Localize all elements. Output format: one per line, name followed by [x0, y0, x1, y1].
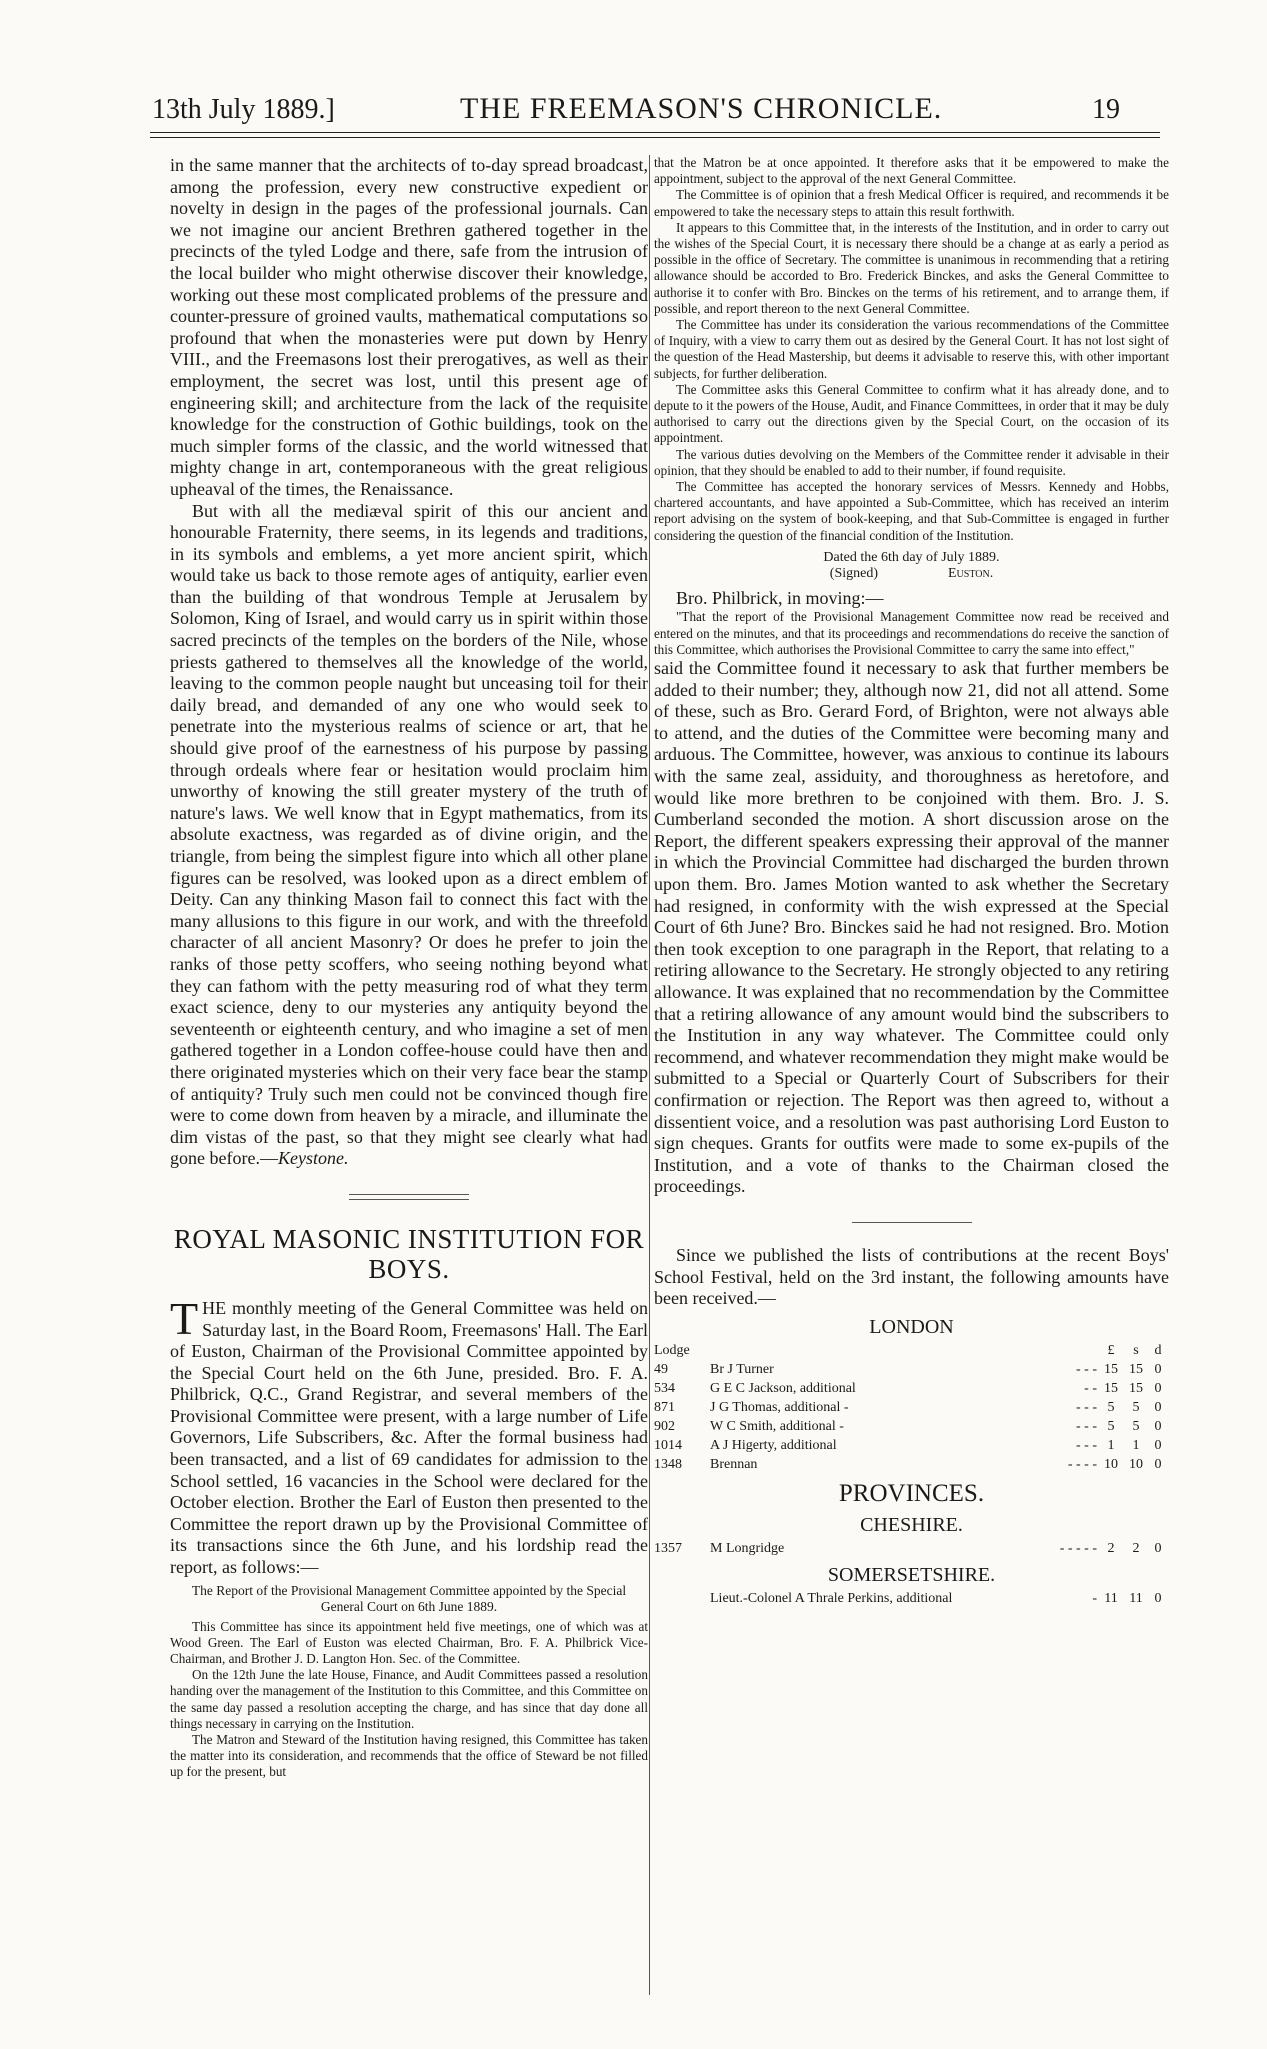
lodge-number: 534 [654, 1380, 675, 1396]
amount-pounds: 15 [1104, 1361, 1118, 1377]
article-paragraph: Bro. Philbrick, in moving:— [676, 587, 884, 608]
signed-label: (Signed) [829, 565, 878, 581]
table-row [654, 1360, 1169, 1379]
table-row [654, 1398, 1169, 1417]
leader-dots: - - - [1076, 1437, 1097, 1453]
report-paragraph: This Committee has since its appointment held five meetings, one of which was at Wood Green. The Earl of Euston was elected Chairman, Bro. F. A. Philbrick Vice-Chairman, and Brother J. D. Langton Hon. Sec. of the Committee. [170, 1618, 648, 1667]
leader-dots: - [1092, 1590, 1097, 1606]
amount-pence: 0 [1154, 1437, 1162, 1453]
leader-dots: - - - [1076, 1418, 1097, 1434]
contributor-name: A J Higerty, additional [710, 1437, 837, 1453]
amount-pence: 0 [1154, 1418, 1162, 1434]
leader-dots: - - - - [1067, 1456, 1097, 1472]
motion-text: "That the report of the Provisional Management Committee now read be received and entered on the minutes, and that its proceedings and recommendations do receive the sanction of this Committee, which authorises the Provisional Committee to carry the same into effect," [654, 609, 1169, 657]
lodge-label: Lodge [654, 1342, 690, 1358]
amount-pounds: 10 [1104, 1456, 1118, 1472]
currency-pounds: £ [1107, 1342, 1115, 1358]
article-text: But with all the mediæval spirit of this our ancient and honourable Fraternity, there seems, in its legends and traditions, in its symbols and emblems, a yet more ancient spirit, which would take us back to those remote ages of antiquity, earlier even than the building of that wondrous Temple at Jerusalem by Solomon, King of Israel, and would carry us in spirit within those sacred precincts of the temples on the borders of the Nile, whose priests gathered to themselves all the knowledge of the world, leaving to the common people naught but unceasing toil for their daily bread, and demanded of any one who would seek to penetrate into the mysterious realms of science or art, that he should give proof of the earnestness of his purpose by passing through ordeals where fear or hesitation would proclaim him unworthy of knowing the still greater mystery of the truth of nature's laws. We well know that in Egypt mathematics, from its absolute exactness, was regarded as of divine origin, and the triangle, from being the simplest figure into which all other plane figures can be resolved, was looked upon as a direct emblem of Deity. Can any thinking Mason fail to connect this fact with the many allusions to this figure in our work, and with the threefold character of all ancient Masonry? Or does he prefer to join the ranks of those petty scoffers, who seeing nothing beyond what they can fathom with the petty measuring rod of what they term exact science, deny to our mysteries any antiquity beyond the seventeenth or eighteenth century, and who imagine a set of men gathered together in a London coffee-house could have then and there originated mysteries which on their very face bear the stamp of antiquity? Truly such men could not be convinced though fire were to come down from heaven by a miracle, and illuminate the dim vistas of the past, so that they might see clearly what had gone before.— [170, 500, 648, 1169]
report-paragraph: The Committee asks this General Committee to confirm what it has already done, and to depute to it the powers of the House, Audit, and Finance Committees, in order that it may be duly authorised to carry out the directions given by the Special Court, on the occasion of its appointment. [654, 381, 1169, 446]
report-date: Dated the 6th day of July 1889. [823, 549, 1000, 565]
amount-shillings: 15 [1129, 1380, 1143, 1396]
article-text: HE monthly meeting of the General Committee was held on Saturday last, in the Board Room, Freemasons' Hall. The Earl of Euston, Chairman of the Provisional Committee appointed by the Special Court held on the 6th June, presided. Bro. F. A. Philbrick, Q.C., Grand Registrar, and several members of the Provisional Committee were present, with a large number of Life Governors, Life Subscribers, &c. After the formal business had been transacted, and a list of 69 candidates for admission to the School settled, 16 vacancies in the School were declared for the October election. Brother the Earl of Euston then presented to the Committee the report drawn up by the Provisional Committee of its transactions since the 6th June, and his lordship read the report, as follows:— [170, 1297, 648, 1578]
contributor-name: Br J Turner [710, 1361, 774, 1377]
amount-shillings: 10 [1129, 1456, 1143, 1472]
lodge-number: 1357 [654, 1540, 682, 1556]
leader-dots: - - - [1076, 1399, 1097, 1415]
lodge-number [654, 1589, 710, 1608]
list-heading-somerset: SOMERSETSHIRE. [827, 1563, 996, 1586]
amount-pounds: 15 [1104, 1380, 1118, 1396]
left-column [170, 155, 648, 1781]
amount-pounds: 1 [1107, 1437, 1115, 1453]
report-paragraph: The Committee has accepted the honorary services of Messrs. Kennedy and Hobbs, chartered accountants, and have appointed a Sub-Committee, which has received an interim report advising on the system of book-keeping, and that Sub-Committee is engaged in further considering the question of the financial condition of the Institution. [654, 479, 1169, 543]
report-paragraph: The Committee is of opinion that a fresh Medical Officer is required, and recommends it be empowered to take the necessary steps to attain this result forthwith. [654, 187, 1169, 219]
amount-pounds: 11 [1104, 1590, 1118, 1606]
amount-pence: 0 [1154, 1361, 1162, 1377]
amount-pounds: 5 [1107, 1399, 1115, 1415]
contributor-name: W C Smith, additional - [710, 1418, 844, 1434]
article-paragraph [170, 1292, 648, 1579]
right-column [654, 155, 1169, 1608]
page-number: 19 [1092, 94, 1120, 125]
contributor-name: Brennan [710, 1456, 758, 1472]
report-paragraph: The Committee has under its consideration the various recommendations of the Committee of Inquiry, with a view to carry them out as desired by the General Court. It has not lost sight of the question of the Head Mastership, but deems it advisable to reserve this, with other important subjects, for further deliberation. [654, 317, 1169, 381]
table-row [654, 1417, 1169, 1436]
lodge-number: 1348 [654, 1456, 682, 1472]
amount-pence: 0 [1154, 1380, 1162, 1396]
column-divider [649, 155, 650, 1995]
amount-pence: 0 [1154, 1456, 1162, 1472]
report-paragraph: The various duties devolving on the Members of the Committee render it advisable in their opinion, that they should be enabled to add to their number, if found requisite. [654, 446, 1169, 478]
contributor-name: Lieut.-Colonel A Thrale Perkins, additional [710, 1590, 953, 1606]
leader-dots: - - - - - [1059, 1540, 1097, 1556]
amount-shillings: 5 [1132, 1399, 1140, 1415]
table-row [654, 1539, 1169, 1558]
leader-dots: - - - [1076, 1361, 1097, 1377]
table-header-row [654, 1341, 1169, 1360]
header-title: THE FREEMASON'S CHRONICLE. [460, 92, 943, 125]
amount-pence: 0 [1154, 1590, 1162, 1606]
table-row [654, 1589, 1169, 1608]
article-paragraph [170, 501, 648, 1170]
separator-rule [852, 1222, 972, 1223]
amount-pounds: 2 [1107, 1540, 1115, 1556]
separator-rule [349, 1199, 469, 1200]
header-rule [150, 132, 1160, 133]
leader-dots: - - [1084, 1380, 1097, 1396]
amount-pence: 0 [1154, 1540, 1162, 1556]
lodge-number: 49 [654, 1361, 668, 1377]
report-paragraph: On the 12th June the late House, Finance, and Audit Committees passed a resolution handing over the management of the Institution to this Committee, and this Committee on the same day passed a resolution accepting the charge, and has since that day done all things necessary in carrying on the Institution. [170, 1667, 648, 1731]
lodge-number: 902 [654, 1418, 675, 1434]
signer-name: Euston. [948, 565, 994, 581]
header-rule-double [150, 137, 1160, 138]
list-heading-london: LONDON [869, 1315, 954, 1338]
table-row [654, 1436, 1169, 1455]
contributions-table [654, 1589, 1169, 1608]
lodge-number: 1014 [654, 1437, 682, 1453]
contributor-name: G E C Jackson, additional [710, 1380, 856, 1396]
list-heading-cheshire: CHESHIRE. [860, 1513, 963, 1536]
contributions-table [654, 1539, 1169, 1558]
article-paragraph: said the Committee found it necessary to ask that further members be added to their number; they, although now 21, did not all attend. Some of these, such as Bro. Gerard Ford, of Brighton, were not always able to attend, and the duties of the Committee were becoming many and arduous. The Committee, however, was anxious to continue its labours with the same zeal, assiduity, and thoroughness as heretofore, and would like more brethren to be conjoined with them. Bro. J. S. Cumberland seconded the motion. A short discussion arose on the Report, the different speakers expressing their approval of the manner in which the Provincial Committee had discharged the burden thrown upon them. Bro. James Motion wanted to ask whether the Secretary had resigned, in conformity with the wish expressed at the Special Court of 6th June? Bro. Binckes said he had not resigned. Bro. Motion then took exception to one paragraph in the Report, that relating to a retiring allowance to the Secretary. He strongly objected to any retiring allowance. It was explained that no recommendation by the Committee that a retiring allowance of any amount would bind the subscribers to the Institution in any way whatever. The Committee could only recommend, and whatever recommendation they might make would be submitted to a Special or Quarterly Court of Subscribers for their confirmation or rejection. The Report was then agreed to, without a dissentient voice, and a resolution was past authorising Lord Euston to sign cheques. Grants for outfits were made to some ex-pupils of the Institution, and a vote of thanks to the Chairman closed the proceedings. [654, 658, 1169, 1197]
currency-shillings: s [1133, 1342, 1139, 1358]
article-paragraph: in the same manner that the architects of to-day spread broadcast, among the profession, every new constructive expedient or novelty in design in the pages of the professional journals. Can we not imagine our ancient Brethren gathered together in the precincts of the tyled Lodge and there, safe from the intrusion of the local builder who might otherwise discover their knowledge, working out these most complicated problems of the pressure and counter-pressure of groined vaults, mathematical computations so profound that when the monasteries were put down by Henry VIII., and the Freemasons lost their prerogatives, as well as their employment, the secret was lost, until this present age of engineering skill; and architecture from the lack of the requisite knowledge for the construction of Gothic buildings, took on the much simpler forms of the classic, and the world witnessed that mighty change in art, contemporaneous with the great religious upheaval of the times, the Renaissance. [170, 155, 648, 499]
contributor-name: J G Thomas, additional - [710, 1399, 849, 1415]
report-paragraph: It appears to this Committee that, in the interests of the Institution, and in order to carry out the wishes of the Special Court, it is necessary there should be a change at as early a period as possible in the office of Secretary. The committee is unanimous in recommending that a retiring allowance should be accorded to Bro. Frederick Binckes, and asks the General Committee to authorise it to confer with Bro. Binckes on the terms of his retirement, and to arrange them, if possible, and report thereon to the next General Committee. [654, 219, 1169, 316]
amount-shillings: 2 [1132, 1540, 1140, 1556]
currency-pence: d [1154, 1342, 1162, 1358]
amount-shillings: 11 [1129, 1590, 1143, 1606]
page-header [130, 80, 1142, 128]
article-source: Keystone. [277, 1148, 349, 1169]
report-paragraph: that the Matron be at once appointed. It therefore asks that it be empowered to make the appointment, subject to the approval of the next General Committee. [654, 155, 1169, 187]
list-heading-provinces: PROVINCES. [838, 1479, 985, 1507]
separator-rule [349, 1194, 469, 1195]
report-paragraph: The Matron and Steward of the Institution having resigned, this Committee has taken the matter into its consideration, and recommends that the office of Steward be not filled up for the present, but [170, 1732, 648, 1780]
amount-pence: 0 [1154, 1399, 1162, 1415]
table-row [654, 1379, 1169, 1398]
lodge-number: 871 [654, 1399, 675, 1415]
report-signature [654, 566, 1169, 582]
report-caption: The Report of the Provisional Management Committee appointed by the Special General Court on 6th June 1889. [191, 1582, 627, 1614]
amount-shillings: 1 [1132, 1437, 1140, 1453]
header-date: 13th July 1889.] [152, 94, 335, 125]
article-headline: ROYAL MASONIC INSTITUTION FOR BOYS. [173, 1223, 645, 1284]
contributions-table [654, 1341, 1169, 1474]
amount-shillings: 5 [1132, 1418, 1140, 1434]
article-paragraph: Since we published the lists of contributions at the recent Boys' School Festival, held on the 3rd instant, the following amounts have been received.— [654, 1244, 1169, 1309]
amount-shillings: 15 [1129, 1361, 1143, 1377]
amount-pounds: 5 [1107, 1418, 1115, 1434]
table-row [654, 1455, 1169, 1474]
drop-cap: T [170, 1292, 199, 1344]
contributor-name: M Longridge [710, 1540, 785, 1556]
